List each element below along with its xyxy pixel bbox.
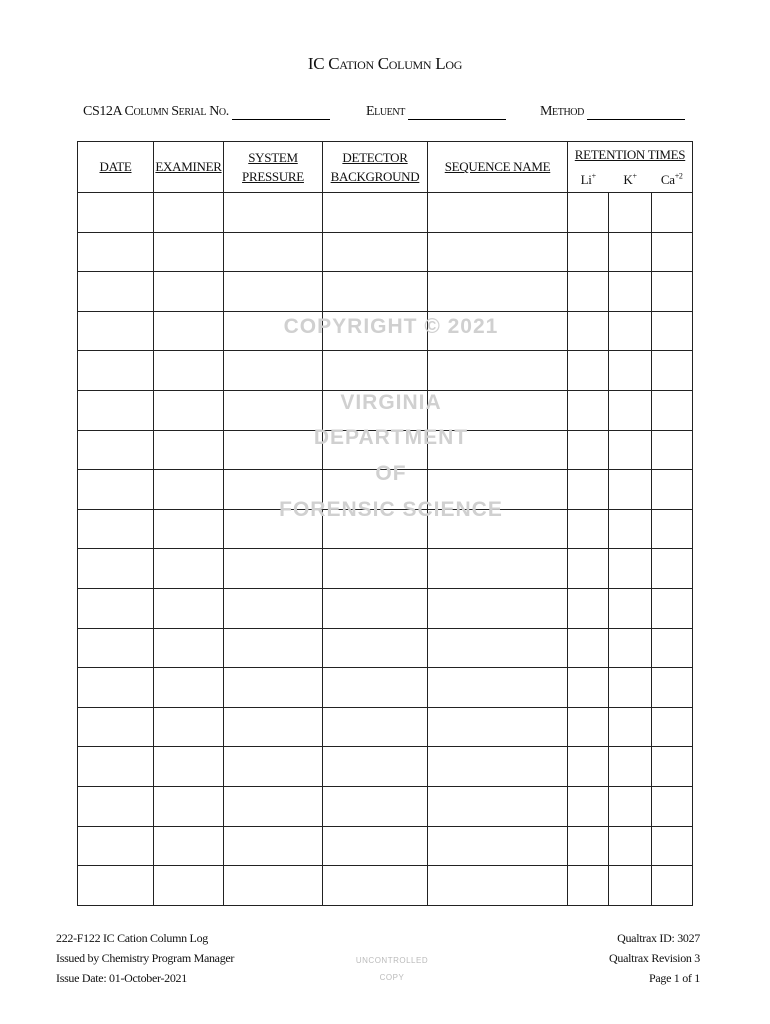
k-retention-cell[interactable] [609,628,652,668]
detector-background-cell[interactable] [323,747,428,787]
ca-retention-cell[interactable] [652,351,693,391]
stamp-line2: COPY [379,973,405,982]
uncontrolled-copy-stamp [340,952,444,986]
detector-background-cell[interactable] [323,311,428,351]
table-row [78,866,693,906]
table-row [78,588,693,628]
detector-background-cell[interactable] [323,509,428,549]
examiner-cell[interactable] [154,351,224,391]
system-pressure-cell[interactable] [224,509,323,549]
li-retention-cell[interactable] [568,866,609,906]
header-system-pressure-line2: PRESSURE [242,169,304,184]
header-detector-background-line1: DETECTOR [342,149,408,165]
date-cell[interactable] [78,707,154,747]
date-cell[interactable] [78,351,154,391]
examiner-cell[interactable] [154,588,224,628]
examiner-cell[interactable] [154,232,224,272]
table-row [78,707,693,747]
date-cell[interactable] [78,390,154,430]
method-label: Method [540,104,584,119]
date-cell[interactable] [78,232,154,272]
table-row [78,628,693,668]
ca-retention-cell[interactable] [652,470,693,510]
detector-background-cell[interactable] [323,826,428,866]
li-retention-cell[interactable] [568,786,609,826]
sequence-name-cell[interactable] [428,272,568,312]
k-retention-cell[interactable] [609,232,652,272]
header-li-base: Li [580,172,592,187]
method-field [540,104,685,120]
system-pressure-cell[interactable] [224,628,323,668]
ca-retention-cell[interactable] [652,430,693,470]
examiner-cell[interactable] [154,866,224,906]
sequence-name-cell[interactable] [428,628,568,668]
system-pressure-cell[interactable] [224,311,323,351]
header-examiner: EXAMINER [154,142,224,193]
k-retention-cell[interactable] [609,707,652,747]
examiner-cell[interactable] [154,668,224,708]
watermark-line4: FORENSIC SCIENCE [279,498,503,521]
li-retention-cell[interactable] [568,470,609,510]
footer-left [56,928,234,988]
li-retention-cell[interactable] [568,628,609,668]
system-pressure-cell[interactable] [224,272,323,312]
k-retention-cell[interactable] [609,747,652,787]
detector-background-cell[interactable] [323,193,428,233]
form-title: IC Cation Column Log [307,54,463,73]
watermark-line3: OF [375,462,407,485]
header-detector-background-line2: BACKGROUND [330,169,420,184]
sequence-name-cell[interactable] [428,786,568,826]
system-pressure-cell[interactable] [224,668,323,708]
examiner-cell[interactable] [154,311,224,351]
li-retention-cell[interactable] [568,747,609,787]
examiner-cell[interactable] [154,272,224,312]
eluent-field [366,104,506,120]
sequence-name-cell[interactable] [428,668,568,708]
ca-retention-cell[interactable] [652,232,693,272]
ca-retention-cell[interactable] [652,866,693,906]
date-cell[interactable] [78,509,154,549]
method-blank[interactable] [587,105,685,120]
header-retention-times: RETENTION TIMES [568,142,693,168]
detector-background-cell[interactable] [323,470,428,510]
header-li [568,168,609,193]
footer-right [609,928,700,988]
k-retention-cell[interactable] [609,866,652,906]
li-retention-cell[interactable] [568,668,609,708]
li-retention-cell[interactable] [568,707,609,747]
date-cell[interactable] [78,786,154,826]
ca-retention-cell[interactable] [652,588,693,628]
sequence-name-cell[interactable] [428,866,568,906]
log-body [78,193,693,906]
detector-background-cell[interactable] [323,351,428,391]
detector-background-cell[interactable] [323,430,428,470]
table-row [78,311,693,351]
date-cell[interactable] [78,549,154,589]
ca-retention-cell[interactable] [652,272,693,312]
date-cell[interactable] [78,588,154,628]
system-pressure-cell[interactable] [224,470,323,510]
examiner-cell[interactable] [154,430,224,470]
examiner-cell[interactable] [154,509,224,549]
detector-background-cell[interactable] [323,866,428,906]
table-row [78,272,693,312]
system-pressure-cell[interactable] [224,826,323,866]
stamp-line1: UNCONTROLLED [355,956,429,965]
k-retention-cell[interactable] [609,390,652,430]
column-serial-field [83,104,330,120]
header-date: DATE [78,142,154,193]
header-k [609,168,652,193]
header-system-pressure [224,142,323,193]
examiner-cell[interactable] [154,707,224,747]
header-li-sup: + [591,171,596,181]
detector-background-cell[interactable] [323,786,428,826]
examiner-cell[interactable] [154,470,224,510]
li-retention-cell[interactable] [568,509,609,549]
system-pressure-cell[interactable] [224,390,323,430]
table-row [78,351,693,391]
examiner-cell[interactable] [154,390,224,430]
watermark-copyright: COPYRIGHT © 2021 [283,315,499,338]
sequence-name-cell[interactable] [428,549,568,589]
column-serial-label: CS12A Column Serial No. [83,104,229,119]
date-cell[interactable] [78,826,154,866]
k-retention-cell[interactable] [609,351,652,391]
k-retention-cell[interactable] [609,509,652,549]
k-retention-cell[interactable] [609,826,652,866]
header-k-sup: + [632,171,637,181]
system-pressure-cell[interactable] [224,588,323,628]
footer-page-number: Page 1 of 1 [648,971,700,985]
header-system-pressure-line1: SYSTEM [248,149,298,165]
sequence-name-cell[interactable] [428,390,568,430]
footer-qualtrax-id: Qualtrax ID: 3027 [617,931,700,945]
table-row [78,232,693,272]
footer-issue-date: Issue Date: 01-October-2021 [56,971,187,985]
examiner-cell[interactable] [154,747,224,787]
k-retention-cell[interactable] [609,549,652,589]
examiner-cell[interactable] [154,549,224,589]
sequence-name-cell[interactable] [428,707,568,747]
k-retention-cell[interactable] [609,193,652,233]
detector-background-cell[interactable] [323,390,428,430]
k-retention-cell[interactable] [609,786,652,826]
examiner-cell[interactable] [154,786,224,826]
footer-form-id: 222-F122 IC Cation Column Log [56,931,208,945]
examiner-cell[interactable] [154,628,224,668]
detector-background-cell[interactable] [323,628,428,668]
sequence-name-cell[interactable] [428,311,568,351]
table-row [78,549,693,589]
k-retention-cell[interactable] [609,470,652,510]
system-pressure-cell[interactable] [224,866,323,906]
header-ca-sup: +2 [674,171,683,181]
ca-retention-cell[interactable] [652,628,693,668]
ca-retention-cell[interactable] [652,549,693,589]
system-pressure-cell[interactable] [224,707,323,747]
date-cell[interactable] [78,272,154,312]
sequence-name-cell[interactable] [428,351,568,391]
date-cell[interactable] [78,747,154,787]
ca-retention-cell[interactable] [652,193,693,233]
detector-background-cell[interactable] [323,707,428,747]
date-cell[interactable] [78,193,154,233]
ca-retention-cell[interactable] [652,747,693,787]
table-row [78,430,693,470]
table-row [78,193,693,233]
date-cell[interactable] [78,430,154,470]
ca-retention-cell[interactable] [652,311,693,351]
ca-retention-cell[interactable] [652,707,693,747]
li-retention-cell[interactable] [568,826,609,866]
watermark-line2: DEPARTMENT [313,426,469,449]
system-pressure-cell[interactable] [224,549,323,589]
date-cell[interactable] [78,866,154,906]
sequence-name-cell[interactable] [428,232,568,272]
ca-retention-cell[interactable] [652,390,693,430]
li-retention-cell[interactable] [568,311,609,351]
examiner-cell[interactable] [154,193,224,233]
watermark-line1: VIRGINIA [340,391,442,414]
column-serial-blank[interactable] [232,105,330,120]
sequence-name-cell[interactable] [428,747,568,787]
table-row [78,747,693,787]
k-retention-cell[interactable] [609,272,652,312]
sequence-name-cell[interactable] [428,509,568,549]
system-pressure-cell[interactable] [224,193,323,233]
detector-background-cell[interactable] [323,588,428,628]
sequence-name-cell[interactable] [428,193,568,233]
sequence-name-cell[interactable] [428,430,568,470]
system-pressure-cell[interactable] [224,747,323,787]
footer-issuer: Issued by Chemistry Program Manager [56,951,235,965]
column-log-table [77,141,693,906]
eluent-blank[interactable] [408,105,506,120]
k-retention-cell[interactable] [609,311,652,351]
header-sequence-name: SEQUENCE NAME [428,142,568,193]
system-pressure-cell[interactable] [224,430,323,470]
li-retention-cell[interactable] [568,588,609,628]
detector-background-cell[interactable] [323,549,428,589]
table-row [78,509,693,549]
ca-retention-cell[interactable] [652,786,693,826]
eluent-label: Eluent [366,104,405,119]
header-ca [652,168,693,193]
sequence-name-cell[interactable] [428,826,568,866]
date-cell[interactable] [78,311,154,351]
table-row [78,470,693,510]
system-pressure-cell[interactable] [224,232,323,272]
li-retention-cell[interactable] [568,193,609,233]
examiner-cell[interactable] [154,826,224,866]
system-pressure-cell[interactable] [224,786,323,826]
li-retention-cell[interactable] [568,232,609,272]
header-k-base: K [623,172,633,187]
header-ca-base: Ca [660,172,675,187]
detector-background-cell[interactable] [323,668,428,708]
li-retention-cell[interactable] [568,430,609,470]
table-row [78,390,693,430]
table-row [78,826,693,866]
li-retention-cell[interactable] [568,390,609,430]
ca-retention-cell[interactable] [652,668,693,708]
li-retention-cell[interactable] [568,351,609,391]
sequence-name-cell[interactable] [428,588,568,628]
table-row [78,668,693,708]
header-detector-background [323,142,428,193]
date-cell[interactable] [78,628,154,668]
li-retention-cell[interactable] [568,272,609,312]
system-pressure-cell[interactable] [224,351,323,391]
footer-revision: Qualtrax Revision 3 [609,951,700,965]
detector-background-cell[interactable] [323,232,428,272]
date-cell[interactable] [78,470,154,510]
li-retention-cell[interactable] [568,549,609,589]
detector-background-cell[interactable] [323,272,428,312]
sequence-name-cell[interactable] [428,470,568,510]
date-cell[interactable] [78,668,154,708]
k-retention-cell[interactable] [609,668,652,708]
ca-retention-cell[interactable] [652,509,693,549]
ca-retention-cell[interactable] [652,826,693,866]
k-retention-cell[interactable] [609,588,652,628]
table-row [78,786,693,826]
k-retention-cell[interactable] [609,430,652,470]
